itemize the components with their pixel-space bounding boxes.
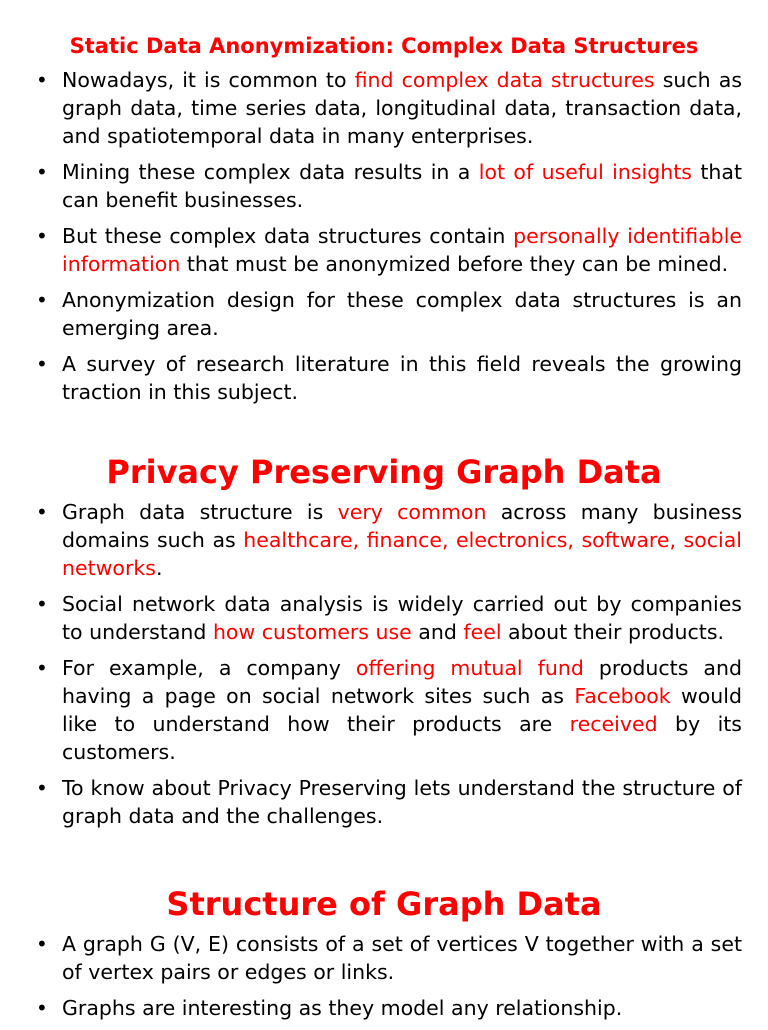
bullet-item: [0, 222, 768, 278]
highlighted-text: personally identifiable information: [62, 224, 743, 276]
bullet-text: A graph G (V, E) consists of a set of vertices V together with a set of vertex pairs or edges or links.: [62, 932, 742, 984]
bullet-dot-icon: •: [36, 352, 48, 376]
bullet-text: Nowadays, it is common to: [62, 68, 355, 92]
bullet-text: products and having a page on social network sites such as: [62, 656, 742, 708]
section-title-privacy-graph: Privacy Preserving Graph Data: [106, 453, 662, 491]
bullet-text: and: [411, 620, 464, 644]
highlighted-text: very common: [337, 500, 487, 524]
bullet-text: by its customers.: [62, 712, 742, 764]
bullet-dot-icon: •: [36, 288, 48, 312]
bullet-dot-icon: •: [36, 776, 48, 800]
bullet-dot-icon: •: [36, 656, 48, 680]
bullet-dot-icon: •: [36, 996, 48, 1020]
bullet-text: But these complex data structures contain: [62, 224, 514, 248]
highlighted-text: Facebook: [574, 684, 671, 708]
bullet-dot-icon: •: [36, 68, 48, 92]
bullet-item: [0, 286, 768, 342]
bullet-dot-icon: •: [36, 160, 48, 184]
bullet-text: Anonymization design for these complex data structures is an emerging area.: [62, 288, 742, 340]
bullet-dot-icon: •: [36, 592, 48, 616]
highlighted-text: feel: [463, 620, 502, 644]
bullet-dot-icon: •: [36, 500, 48, 524]
highlighted-text: how customers use: [212, 620, 412, 644]
bullet-text: across many business domains such as: [62, 500, 742, 552]
bullet-text: such as graph data, time series data, longitudinal data, transaction data, and spatiotemporal data in many enterprises.: [62, 68, 742, 148]
highlighted-text: received: [569, 712, 658, 736]
bullet-text: that can benefit businesses.: [62, 160, 742, 212]
bullet-text: Graphs are interesting as they model any relationship.: [62, 996, 623, 1020]
highlighted-text: offering mutual fund: [355, 656, 584, 680]
bullet-item: [0, 930, 768, 986]
bullet-item: [0, 158, 768, 214]
section-title-static-anonymization: Static Data Anonymization: Complex Data Structures: [69, 34, 699, 58]
bullet-item: [0, 774, 768, 830]
bullet-item: [0, 350, 768, 406]
bullet-text: A survey of research literature in this field reveals the growing traction in this subject.: [62, 352, 742, 404]
bullet-item: [0, 590, 768, 646]
bullet-text: Graph data structure is: [62, 500, 338, 524]
bullet-text: For example, a company: [62, 656, 356, 680]
bullet-dot-icon: •: [36, 932, 48, 956]
bullet-text: To know about Privacy Preserving lets understand the structure of graph data and the challenges.: [62, 776, 742, 828]
bullet-text: that must be anonymized before they can be mined.: [180, 252, 729, 276]
highlighted-text: lot of useful insights: [478, 160, 692, 184]
bullet-list-privacy-graph: [0, 498, 768, 838]
bullet-dot-icon: •: [36, 224, 48, 248]
bullet-list-graph-structure: [0, 930, 768, 1030]
bullet-item: [0, 66, 768, 150]
bullet-list-static-anonymization: [0, 66, 768, 414]
bullet-text: .: [155, 556, 163, 580]
bullet-text: about their products.: [501, 620, 725, 644]
bullet-item: [0, 994, 768, 1022]
bullet-item: [0, 498, 768, 582]
bullet-item: [0, 654, 768, 766]
bullet-text: Mining these complex data results in a: [62, 160, 479, 184]
highlighted-text: healthcare, finance, electronics, software, social networks: [62, 528, 742, 580]
section-title-graph-structure: Structure of Graph Data: [166, 885, 602, 923]
highlighted-text: find complex data structures: [354, 68, 655, 92]
bullet-text: Social network data analysis is widely carried out by companies to understand: [62, 592, 742, 644]
bullet-text: would like to understand how their products are: [62, 684, 743, 736]
